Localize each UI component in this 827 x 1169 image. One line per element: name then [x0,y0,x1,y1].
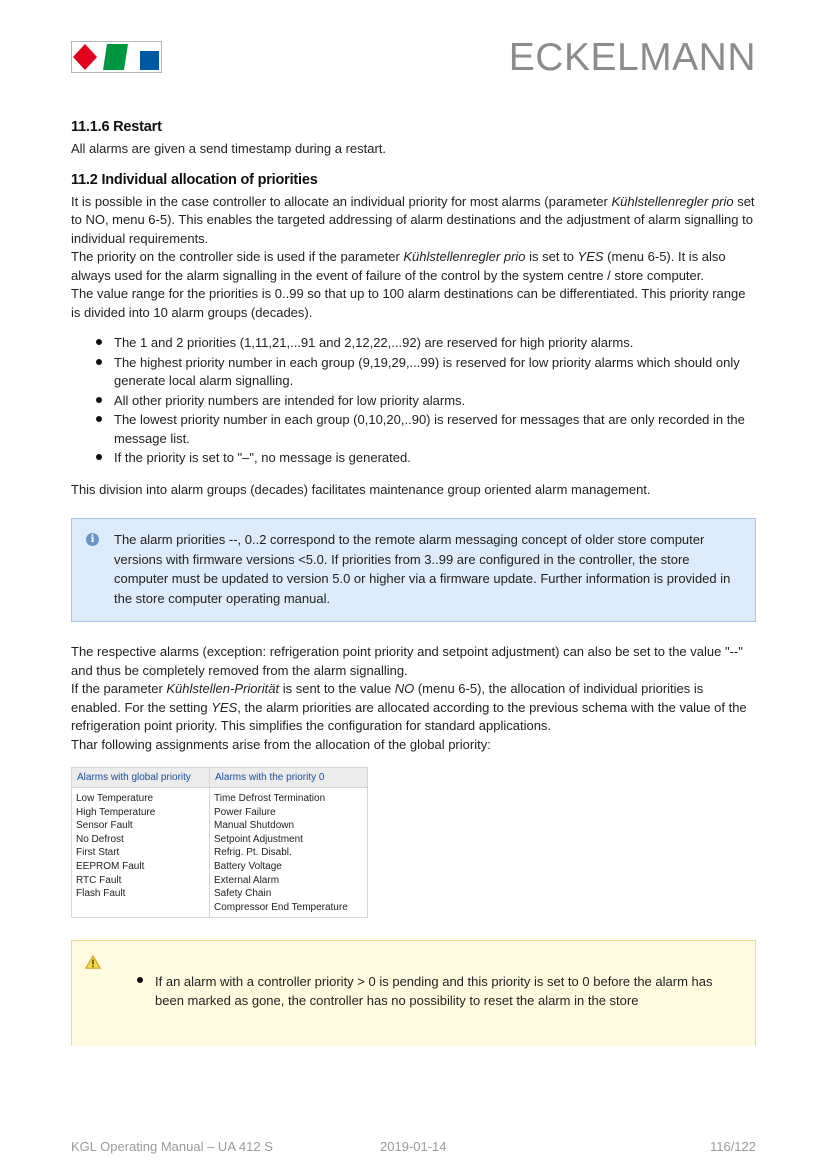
info-note-text: The alarm priorities --, 0..2 correspond to the remote alarm messaging concept of older store computer versions with firmware versions <5.0. If priorities from 3..99 are configured in the controller, the store computer must be updated to version 5.0 or higher via a firmware update. Further information is provided in the store computer operating manual. [114,532,731,606]
warning-icon [85,955,101,969]
page-content [71,119,756,1046]
table-cell-line: Sensor Fault [76,820,133,832]
table-cell-line: External Alarm [214,874,280,886]
after-info-paragraph-2: If the parameter Kühlstellen-Priorität is sent to the value NO (menu 6-5), the allocation of individual priorities is enabled. For the setting YES, the alarm priorities are allocated according to the previous schema with the value of the refrigeration point priority. This simplifies the configuration for standard applications. [71,681,747,733]
table-cell-line: Flash Fault [76,888,126,900]
table-cell-line: Compressor End Temperature [214,901,348,913]
table-cell-line: Low Temperature [76,793,154,804]
table-cell-line: Power Failure [214,806,276,818]
table-header-row [72,768,368,788]
brand-wordmark: ECKELMANN [508,36,756,79]
table-cell-line: Setpoint Adjustment [214,833,303,845]
list-item: The lowest priority number in each group (0,10,20,..90) is reserved for messages that are only recorded in the message list. [94,411,756,448]
restart-text: All alarms are given a send timestamp during a restart. [71,141,387,156]
eckelmann-logo-icon [71,41,162,73]
table-cell-line: High Temperature [76,806,156,818]
footer-manual-title: KGL Operating Manual – UA 412 S [71,1139,273,1154]
table-cell-line: EEPROM Fault [76,860,145,872]
table-cell-line: Time Defrost Termination [214,793,326,804]
priority-0-cell [210,788,368,918]
after-info-paragraph-1: The respective alarms (exception: refrigeration point priority and setpoint adjustment) can also be set to the value "--" and thus be completely removed from the alarm signalling. [71,644,743,678]
warning-text: If an alarm with a controller priority > 0 is pending and this priority is set to 0 before the alarm has been marked as gone, the controller has no possibility to reset the alarm in the store [135,972,735,1010]
table-cell-line: Safety Chain [214,888,272,900]
table-row [72,788,368,918]
table-cell-line: Refrig. Pt. Disabl. [214,847,292,859]
table-cell-line: First Start [76,847,120,859]
list-item: The 1 and 2 priorities (1,11,21,...91 and 2,12,22,...92) are reserved for high priority alarms. [94,334,756,353]
priority-bullet-list [94,334,756,468]
priorities-paragraph-4: This division into alarm groups (decades) facilitates maintenance group oriented alarm management. [71,481,651,497]
info-note [71,518,756,622]
priority-table [71,767,368,918]
global-priority-cell [72,788,210,918]
priorities-paragraph-2: The priority on the controller side is used if the parameter Kühlstellenregler prio is set to YES (menu 6-5). It is also always used for the alarm signalling in the event of failure of the control by the system centre / store computer. [71,249,726,283]
heading-restart: 11.1.6 Restart [71,119,162,135]
table-cell-line: No Defrost [76,833,124,845]
after-info-paragraph-3: Thar following assignments arise from the allocation of the global priority: [71,736,491,752]
table-cell-line: Manual Shutdown [214,820,295,832]
heading-priorities: 11.2 Individual allocation of priorities [71,171,318,188]
list-item: The highest priority number in each group (9,19,29,...99) is reserved for low priority alarms which should only generate local alarm signalling. [94,354,756,391]
list-item: All other priority numbers are intended for low priority alarms. [94,392,756,411]
info-icon: i [86,533,99,546]
footer-page-number: 116/122 [709,1139,756,1154]
table-cell-line: RTC Fault [76,874,122,886]
warning-note [71,940,756,1046]
table-header-priority-0: Alarms with the priority 0 [210,768,368,788]
priorities-paragraph-3: The value range for the priorities is 0..99 so that up to 100 alarm destinations can be differentiated. This priority range is divided into 10 alarm groups (decades). [71,286,746,320]
list-item: If the priority is set to "–", no message is generated. [94,449,756,468]
footer-date: 2019-01-14 [380,1139,447,1154]
table-header-global: Alarms with global priority [72,768,210,788]
priorities-paragraph-1: It is possible in the case controller to allocate an individual priority for most alarms (parameter Kühlstellenregler prio set to NO, menu 6-5). This enables the targeted addressing of alarm destinations and the adjustment of alarm signalling to individual requirements. [71,193,755,246]
table-cell-line: Battery Voltage [214,860,282,872]
